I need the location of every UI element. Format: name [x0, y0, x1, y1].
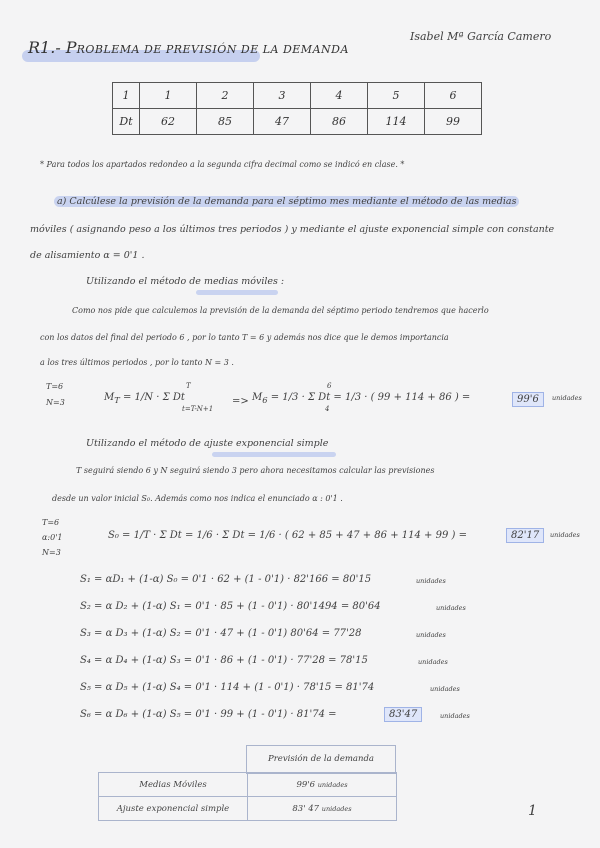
given-value: N=3: [46, 398, 65, 407]
paragraph-line: T seguirá siendo 6 y N seguirá siendo 3 pero ahora necesitamos calcular las previsiones: [76, 466, 435, 475]
period-row: [113, 83, 482, 109]
summary-table: [98, 772, 397, 821]
s6-result: 83'47: [384, 707, 422, 722]
moving-avg-heading: Utilizando el método de medias móviles :: [86, 276, 285, 287]
question-line: de alisamiento α = 0'1 .: [30, 250, 145, 261]
unit-label: unidades: [550, 531, 580, 539]
demand-cell: 86: [311, 109, 368, 135]
period-cell: 2: [197, 83, 254, 109]
unit-label: unidades: [440, 712, 470, 720]
summary-value: 99'6: [296, 779, 315, 790]
smoothing-step: S₅ = α D₅ + (1-α) S₄ = 0'1 · 114 + (1 - 0'1) · 78'15 = 81'74: [80, 682, 375, 693]
sum-upper-limit: 6: [327, 382, 332, 390]
moving-avg-formula: [104, 392, 185, 405]
rounding-note: * Para todos los apartados redondeo a la segunda cifra decimal como se indicó en clase. *: [40, 160, 405, 169]
title-rest: ROBLEMA DE PREVISIÓN DE LA DEMANDA: [76, 43, 349, 56]
implies-arrow: =>: [232, 396, 249, 407]
smoothing-step: S₆ = α D₆ + (1-α) S₅ = 0'1 · 99 + (1 - 0'1) · 81'74 =: [80, 709, 337, 720]
formula-subscript: 6: [262, 395, 268, 405]
demand-row: [113, 109, 482, 135]
author-name: Isabel Mª García Camero: [410, 30, 552, 43]
row-label: Dt: [113, 109, 140, 135]
smoothing-step: S₁ = αD₁ + (1-α) S₀ = 0'1 · 62 + (1 - 0'1) · 82'166 = 80'15: [80, 574, 372, 585]
paragraph-line: desde un valor inicial S₀. Además como nos indica el enunciado α : 0'1 .: [52, 494, 343, 503]
summary-value: 83' 47: [292, 803, 320, 814]
heading-underline: [196, 290, 278, 295]
sum-lower-limit: t=T-N+1: [182, 405, 214, 413]
page-number: 1: [528, 803, 537, 819]
demand-cell: 99: [425, 109, 482, 135]
sum-upper-limit: T: [186, 382, 191, 390]
formula-symbol: M: [252, 392, 263, 403]
formula-symbol: M: [104, 392, 115, 403]
summary-value-cell: [248, 797, 397, 821]
unit-label: unidades: [416, 631, 446, 639]
smoothing-step: S₄ = α D₄ + (1-α) S₃ = 0'1 · 86 + (1 - 0'1) · 77'28 = 78'15: [80, 655, 368, 666]
title-prefix: R1.- P: [28, 38, 77, 57]
formula-subscript: T: [114, 395, 120, 405]
given-value: T=6: [42, 518, 60, 527]
smoothing-step: S₂ = α D₂ + (1-α) S₁ = 0'1 · 85 + (1 - 0'1) · 80'1494 = 80'64: [80, 601, 381, 612]
moving-avg-result: 99'6: [512, 392, 544, 407]
period-cell: 4: [311, 83, 368, 109]
demand-cell: 85: [197, 109, 254, 135]
moving-avg-m6: [252, 392, 470, 405]
given-value: T=6: [46, 382, 64, 391]
period-cell: 5: [368, 83, 425, 109]
unit-label: unidades: [418, 658, 448, 666]
unit-label: unidades: [436, 604, 466, 612]
paragraph-line: con los datos del final del periodo 6 , por lo tanto T = 6 y además nos dice que le demos importancia: [40, 333, 449, 342]
sum-lower-limit: 4: [325, 405, 330, 413]
period-cell: 1: [113, 83, 140, 109]
question-text: a) Calcúlese la previsión de la demanda para el séptimo mes mediante el método de las medias: [54, 196, 519, 207]
table-row: [99, 797, 397, 821]
question-line: móviles ( asignando peso a los últimos tres periodos ) y mediante el ajuste exponencial simple con constante: [30, 224, 555, 235]
period-cell: 3: [254, 83, 311, 109]
summary-header: Previsión de la demanda: [246, 745, 396, 774]
smoothing-step: S₃ = α D₃ + (1-α) S₂ = 0'1 · 47 + (1 - 0'1) 80'64 = 77'28: [80, 628, 362, 639]
formula-expression: = 1/N · Σ Dt: [123, 392, 185, 403]
unit-label: unidades: [317, 780, 348, 789]
summary-value-cell: [248, 773, 397, 797]
demand-table: [112, 82, 482, 135]
summary-label: Ajuste exponencial simple: [99, 797, 248, 821]
formula-expression: = 1/3 · Σ Dt = 1/3 · ( 99 + 114 + 86 ) =: [270, 392, 471, 403]
unit-label: unidades: [552, 394, 582, 402]
page-title: [22, 38, 349, 64]
given-value: α:0'1: [42, 533, 63, 542]
paragraph-line: Como nos pide que calculemos la previsión de la demanda del séptimo periodo tendremos que hacerlo: [72, 306, 489, 315]
unit-label: unidades: [430, 685, 460, 693]
demand-cell: 62: [140, 109, 197, 135]
period-cell: 1: [140, 83, 197, 109]
exp-smoothing-heading: Utilizando el método de ajuste exponencial simple: [86, 438, 329, 449]
given-value: N=3: [42, 548, 61, 557]
period-cell: 6: [425, 83, 482, 109]
s0-result: 82'17: [506, 528, 544, 543]
unit-label: unidades: [321, 804, 352, 813]
question-line: [54, 196, 519, 207]
unit-label: unidades: [416, 577, 446, 585]
table-row: [99, 773, 397, 797]
paragraph-line: a los tres últimos periodos , por lo tanto N = 3 .: [40, 358, 234, 367]
demand-cell: 47: [254, 109, 311, 135]
demand-cell: 114: [368, 109, 425, 135]
summary-label: Medias Móviles: [99, 773, 248, 797]
heading-underline: [212, 452, 336, 457]
s0-formula: S₀ = 1/T · Σ Dt = 1/6 · Σ Dt = 1/6 · ( 62 + 85 + 47 + 86 + 114 + 99 ) =: [108, 530, 467, 541]
